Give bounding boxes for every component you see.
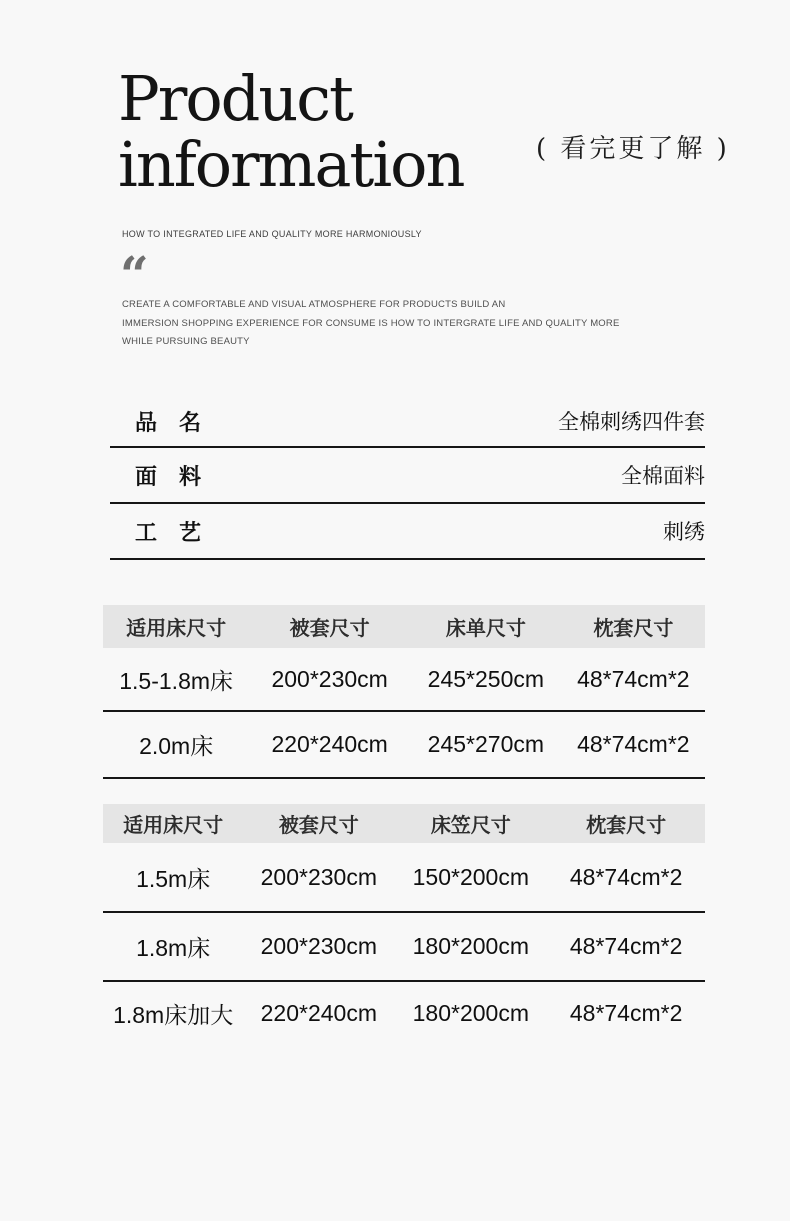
cell-bed-size: 1.5-1.8m床 [119, 667, 234, 694]
cell-pillowcase-size: 48*74cm*2 [569, 933, 683, 959]
cell-duvet-cover-size: 200*230cm [271, 665, 388, 692]
header-duvet-cover-size: 被套尺寸 [278, 815, 359, 837]
table-row [103, 648, 705, 712]
header-pillowcase-size: 枕套尺寸 [586, 815, 667, 837]
cell-flat-sheet-size: 245*270cm [427, 731, 545, 757]
quote-line: CREATE A COMFORTABLE AND VISUAL ATMOSPHERE FOR PRODUCTS BUILD AN [122, 299, 506, 310]
spec-row-craft [110, 504, 705, 560]
spec-label: 品 名 [135, 409, 202, 435]
cell-duvet-cover-size: 220*240cm [260, 1000, 377, 1026]
cell-fitted-sheet-size: 180*200cm [412, 933, 529, 959]
header-flat-sheet-size: 床单尺寸 [445, 618, 526, 640]
spec-list [110, 396, 705, 560]
table-row [103, 843, 705, 913]
side-note: ( 看完更了解 ) [536, 134, 730, 164]
spec-row-fabric [110, 448, 705, 504]
table-row [103, 913, 705, 982]
spec-row-product-name [110, 396, 705, 448]
cell-bed-size: 1.8m床加大 [113, 1002, 234, 1028]
header-duvet-cover-size: 被套尺寸 [289, 618, 370, 640]
cell-duvet-cover-size: 200*230cm [260, 933, 377, 959]
cell-fitted-sheet-size: 180*200cm [412, 1000, 529, 1026]
spec-value: 全棉面料 [621, 465, 705, 488]
quote-line: IMMERSION SHOPPING EXPERIENCE FOR CONSUME IS HOW TO INTERGRATE LIFE AND QUALITY MORE [122, 317, 620, 329]
page-title [118, 62, 464, 201]
cell-bed-size: 2.0m床 [139, 733, 214, 759]
page-title-line1: Product [118, 62, 352, 135]
cell-bed-size: 1.5m床 [136, 865, 211, 892]
quote-paragraph [122, 296, 620, 352]
cell-pillowcase-size: 48*74cm*2 [577, 731, 690, 757]
cell-pillowcase-size: 48*74cm*2 [569, 1000, 683, 1026]
spec-value: 全棉刺绣四件套 [558, 411, 705, 434]
size-table-flat-sheet [103, 605, 705, 779]
cell-flat-sheet-size: 245*250cm [427, 665, 545, 692]
page-title-line2: information [118, 128, 464, 201]
spec-value: 刺绣 [663, 521, 705, 544]
cell-bed-size: 1.8m床 [136, 935, 211, 961]
header-bed-size: 适用床尺寸 [123, 815, 224, 837]
tagline: HOW TO INTEGRATED LIFE AND QUALITY MORE HARMONIOUSLY [122, 229, 422, 239]
size-table-fitted-sheet [103, 804, 705, 1045]
cell-fitted-sheet-size: 150*200cm [412, 863, 529, 890]
quote-line: WHILE PURSUING BEAUTY [122, 336, 250, 347]
cell-pillowcase-size: 48*74cm*2 [577, 665, 690, 692]
spec-label: 面 料 [135, 463, 202, 489]
quote-icon: “ [120, 245, 149, 304]
spec-label: 工 艺 [135, 519, 202, 545]
table-row [103, 712, 705, 779]
size-table-header-row [103, 605, 705, 648]
header-pillowcase-size: 枕套尺寸 [593, 618, 674, 640]
cell-duvet-cover-size: 220*240cm [271, 731, 388, 757]
table-row [103, 982, 705, 1045]
cell-duvet-cover-size: 200*230cm [260, 863, 377, 890]
header-bed-size: 适用床尺寸 [126, 618, 227, 640]
header-fitted-sheet-size: 床笠尺寸 [430, 815, 511, 837]
cell-pillowcase-size: 48*74cm*2 [569, 863, 683, 890]
size-table-header-row [103, 804, 705, 843]
